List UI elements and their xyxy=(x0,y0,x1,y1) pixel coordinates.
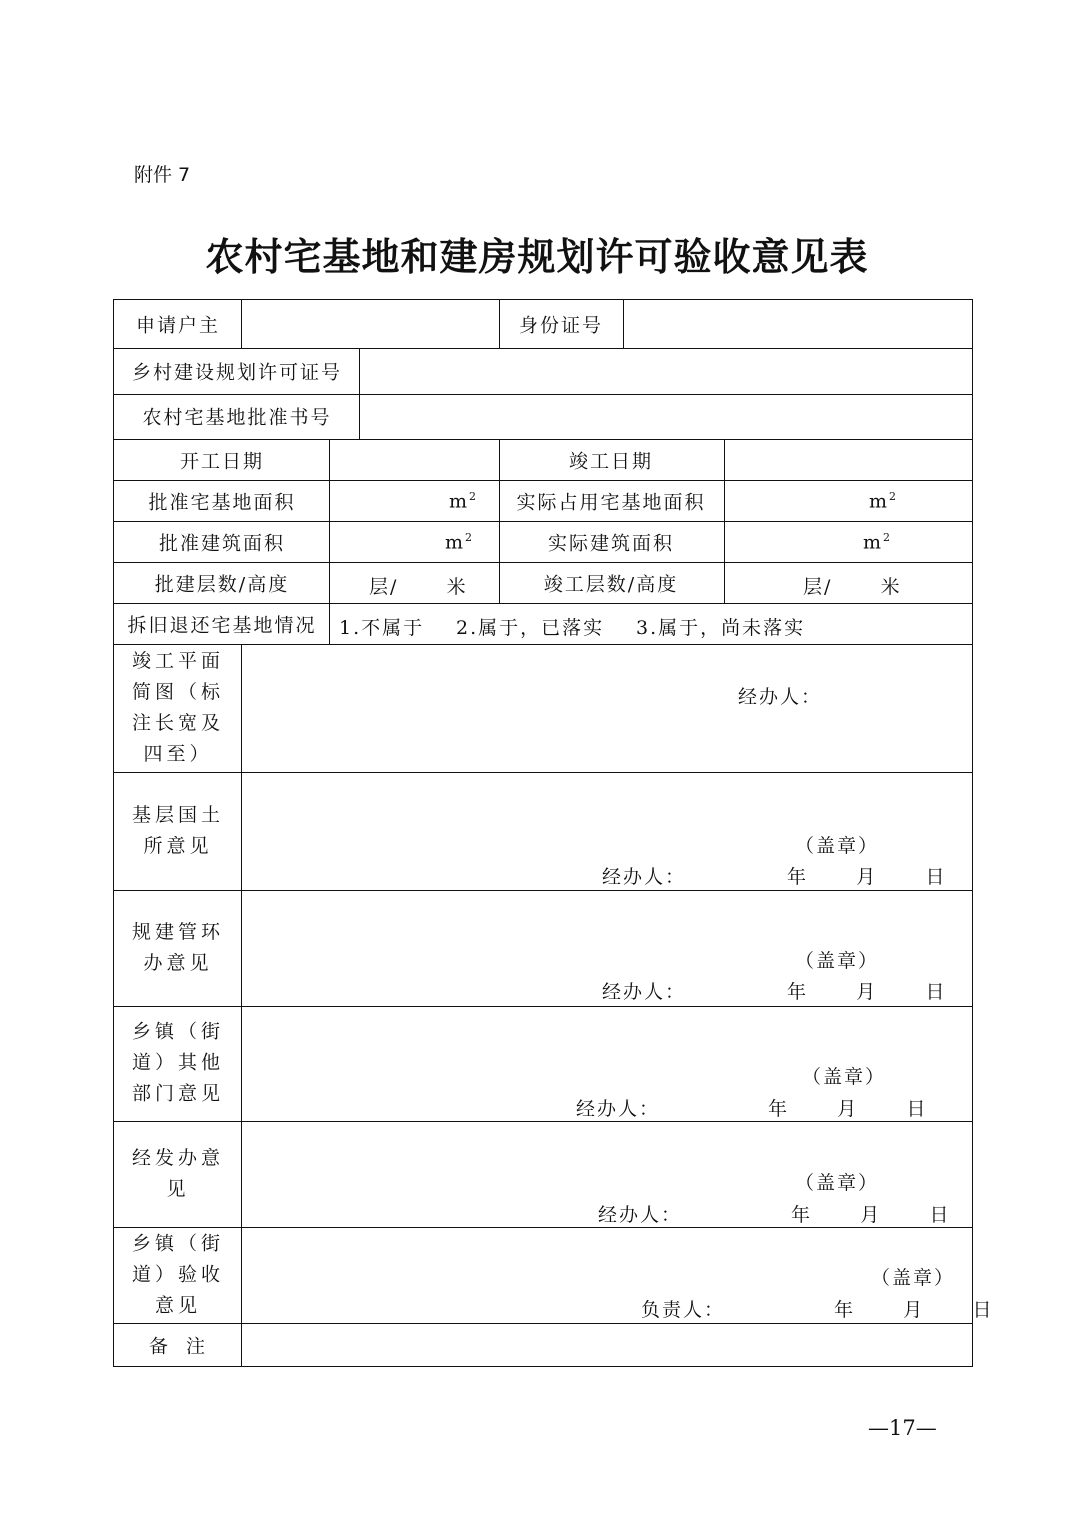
planning-office-seal: （盖章） xyxy=(795,950,880,972)
other-departments-seal: （盖章） xyxy=(802,1066,887,1088)
col-divider xyxy=(724,439,725,603)
other-departments-label: 乡镇（街道）其他部门意见 xyxy=(131,1020,224,1105)
economic-office-handler: 经办人： xyxy=(598,1204,683,1226)
row-divider xyxy=(114,890,972,891)
row-divider xyxy=(114,603,972,604)
demolish-option-3[interactable]: 3.属于，尚未落实 xyxy=(636,617,806,639)
township-acceptance-label: 乡镇（街道）验收意见 xyxy=(131,1232,224,1317)
page-number: —17— xyxy=(868,1416,937,1440)
approved-building-area-label: 批准建筑面积 xyxy=(158,532,286,555)
planning-permit-label: 乡村建设规划许可证号 xyxy=(131,361,343,384)
row-divider xyxy=(114,772,972,773)
remarks-label: 备 注 xyxy=(148,1335,208,1358)
approved-homestead-area-unit: $m^2$ xyxy=(449,490,479,513)
page-title: 农村宅基地和建房规划许可验收意见表 xyxy=(205,234,869,279)
planning-office-handler: 经办人： xyxy=(602,981,687,1003)
economic-office-date: 年 月 日 xyxy=(791,1204,951,1226)
row-divider xyxy=(114,644,972,645)
row-divider xyxy=(114,348,972,349)
planning-office-date: 年 月 日 xyxy=(787,981,947,1003)
land-office-seal: （盖章） xyxy=(795,835,880,857)
row-divider xyxy=(114,439,972,440)
land-office-label: 基层国土所意见 xyxy=(131,804,224,857)
completed-floors-label: 竣工层数/高度 xyxy=(543,573,679,596)
economic-office-seal: （盖章） xyxy=(795,1172,880,1194)
acceptance-form xyxy=(113,299,994,1367)
approved-floors-label: 批建层数/高度 xyxy=(154,573,290,596)
homestead-approval-label: 农村宅基地批准书号 xyxy=(142,406,332,429)
annex-label: 附件 7 xyxy=(134,164,191,186)
row-divider xyxy=(114,1323,972,1324)
demolish-option-1[interactable]: 1.不属于 xyxy=(339,617,425,639)
col-divider xyxy=(359,348,360,439)
row-divider xyxy=(114,1227,972,1228)
actual-homestead-area-label: 实际占用宅基地面积 xyxy=(516,491,706,514)
approved-floors-unit: 层/ 米 xyxy=(369,576,468,598)
demolish-option-2[interactable]: 2.属于，已落实 xyxy=(456,617,605,639)
township-acceptance-seal: （盖章） xyxy=(871,1267,956,1289)
col-divider xyxy=(499,439,500,603)
land-office-handler: 经办人： xyxy=(602,866,687,888)
start-date-label: 开工日期 xyxy=(179,450,265,473)
row-divider xyxy=(114,1121,972,1122)
col-divider xyxy=(241,644,242,1366)
demolish-return-label: 拆旧退还宅基地情况 xyxy=(127,614,317,637)
township-acceptance-date: 年 月 日 xyxy=(834,1299,994,1321)
row-divider xyxy=(114,1006,972,1007)
township-acceptance-handler: 负责人： xyxy=(641,1299,726,1321)
row-divider xyxy=(114,521,972,522)
col-divider xyxy=(623,300,624,348)
plan-sketch-handler: 经办人： xyxy=(738,686,823,708)
row-divider xyxy=(114,394,972,395)
other-departments-handler: 经办人： xyxy=(576,1098,661,1120)
plan-sketch-label: 竣工平面简图（标注长宽及四至） xyxy=(131,650,224,765)
approved-building-area-unit: $m^2$ xyxy=(445,531,475,554)
completion-date-label: 竣工日期 xyxy=(568,450,654,473)
actual-building-area-label: 实际建筑面积 xyxy=(547,532,675,555)
actual-building-area-unit: $m^2$ xyxy=(863,531,893,554)
row-divider xyxy=(114,480,972,481)
col-divider xyxy=(499,300,500,348)
actual-homestead-area-unit: $m^2$ xyxy=(869,490,899,513)
row-divider xyxy=(114,562,972,563)
applicant-label: 申请户主 xyxy=(135,314,221,337)
other-departments-date: 年 月 日 xyxy=(768,1098,928,1120)
planning-office-label: 规建管环办意见 xyxy=(131,921,224,974)
approved-homestead-area-label: 批准宅基地面积 xyxy=(148,491,296,514)
land-office-date: 年 月 日 xyxy=(787,866,947,888)
id-number-label: 身份证号 xyxy=(518,314,604,337)
economic-office-label: 经发办意见 xyxy=(131,1147,224,1200)
col-divider xyxy=(241,300,242,348)
completed-floors-unit: 层/ 米 xyxy=(803,576,902,598)
col-divider xyxy=(329,439,330,644)
